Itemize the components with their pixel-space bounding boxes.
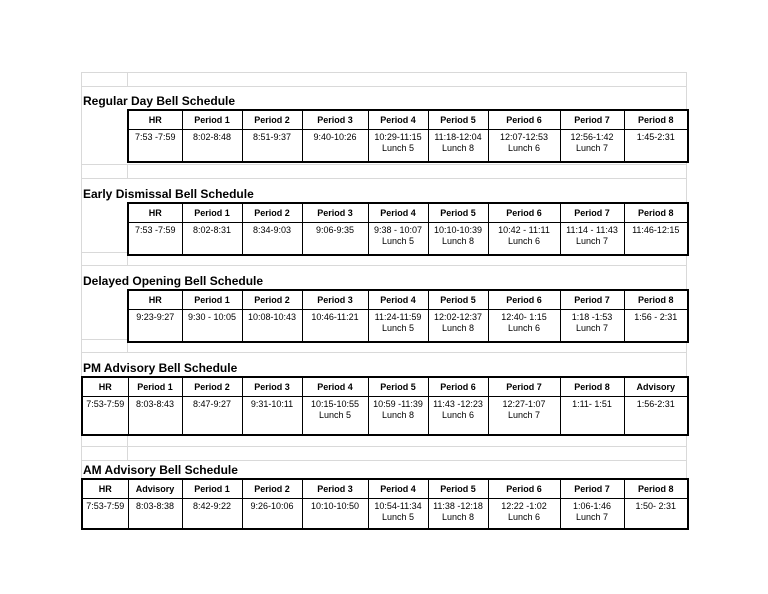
lunch-label: Lunch 5: [381, 512, 415, 522]
time-cell: [368, 397, 428, 435]
header-cell: HR: [128, 290, 182, 310]
time-text: 9:31-10:11: [250, 399, 294, 409]
time-cell: [128, 310, 182, 342]
header-cell: Period 3: [302, 290, 368, 310]
time-cell: [560, 499, 624, 529]
table-header-row: [128, 110, 688, 130]
time-cell: [82, 397, 128, 435]
lunch-label: Lunch 6: [441, 410, 475, 420]
time-text: 8:03-8:38: [135, 501, 175, 511]
header-cell: Advisory: [128, 479, 182, 499]
header-cell: Period 3: [302, 479, 368, 499]
time-text: 11:38 -12:18: [433, 501, 483, 511]
header-cell: Period 5: [368, 377, 428, 397]
header-cell: Period 2: [242, 203, 302, 223]
time-text: 1:06-1:46: [572, 501, 612, 511]
header-cell: Period 1: [182, 290, 242, 310]
table-header-row: [82, 479, 688, 499]
time-text: 9:06-9:35: [315, 225, 355, 235]
header-cell: Period 7: [488, 377, 560, 397]
time-text: 10:46-11:21: [311, 312, 359, 322]
table-row: [128, 223, 688, 255]
gridline: [81, 265, 687, 266]
header-cell: Period 2: [242, 110, 302, 130]
header-cell: Period 3: [302, 110, 368, 130]
header-cell: Period 5: [428, 203, 488, 223]
time-text: 9:40-10:26: [313, 132, 357, 142]
time-cell: [488, 223, 560, 255]
table-header-row: [128, 290, 688, 310]
time-text: 9:23-9:27: [136, 312, 175, 322]
gridline: [81, 72, 82, 522]
header-cell: Period 7: [560, 110, 624, 130]
header-cell: Period 7: [560, 203, 624, 223]
header-cell: Period 5: [428, 290, 488, 310]
header-cell: Period 2: [182, 377, 242, 397]
time-cell: [242, 397, 302, 435]
schedule-title: AM Advisory Bell Schedule: [83, 463, 238, 477]
time-cell: [368, 310, 428, 342]
time-cell: [368, 499, 428, 529]
gridline: [127, 164, 128, 178]
time-text: 10:10-10:39: [433, 225, 483, 235]
gridline: [81, 164, 687, 165]
time-text: 11:18-12:04: [434, 132, 482, 142]
time-cell: [128, 499, 182, 529]
header-cell: Period 7: [560, 479, 624, 499]
header-cell: Period 6: [488, 479, 560, 499]
time-cell: [624, 397, 688, 435]
schedule-title: Regular Day Bell Schedule: [83, 94, 236, 108]
schedule-title: Early Dismissal Bell Schedule: [83, 187, 254, 201]
time-text: 10:42 - 11:11: [498, 225, 550, 235]
gridline: [81, 446, 687, 447]
header-cell: Period 8: [624, 110, 688, 130]
time-text: 9:38 - 10:07: [373, 225, 423, 235]
time-text: 11:46-12:15: [632, 225, 680, 235]
header-cell: Period 1: [182, 479, 242, 499]
lunch-label: Lunch 7: [575, 143, 609, 153]
gridline: [81, 72, 687, 73]
time-text: 1:11- 1:51: [572, 399, 612, 409]
time-cell: [128, 223, 182, 255]
bell-schedule-table: [127, 289, 689, 343]
table-row: [128, 310, 688, 342]
header-cell: Period 4: [302, 377, 368, 397]
header-cell: Period 2: [242, 290, 302, 310]
lunch-label: Lunch 7: [575, 512, 609, 522]
time-text: 11:24-11:59: [374, 312, 422, 322]
time-cell: [624, 130, 688, 162]
time-cell: [428, 223, 488, 255]
time-cell: [560, 130, 624, 162]
time-cell: [624, 310, 688, 342]
time-cell: [624, 223, 688, 255]
bell-schedule-table: [127, 202, 689, 256]
schedule-title: Delayed Opening Bell Schedule: [83, 274, 264, 288]
time-text: 8:02-8:31: [192, 225, 232, 235]
bell-schedule-table: [127, 109, 689, 163]
time-text: 12:27-1:07: [502, 399, 546, 409]
time-cell: [82, 499, 128, 529]
header-cell: Period 6: [488, 203, 560, 223]
header-cell: Period 4: [368, 110, 428, 130]
time-text: 11:14 - 11:43: [566, 225, 618, 235]
time-cell: [182, 310, 242, 342]
time-cell: [560, 310, 624, 342]
header-cell: Period 6: [488, 110, 560, 130]
time-cell: [182, 499, 242, 529]
time-cell: [128, 130, 182, 162]
header-cell: HR: [128, 203, 182, 223]
time-cell: [302, 223, 368, 255]
time-text: 7:53 -7:59: [134, 225, 176, 235]
header-cell: Period 8: [624, 203, 688, 223]
time-cell: [182, 397, 242, 435]
time-cell: [182, 223, 242, 255]
time-cell: [428, 397, 488, 435]
time-cell: [128, 397, 182, 435]
time-text: 1:50- 2:31: [635, 501, 677, 511]
header-cell: Period 8: [624, 290, 688, 310]
time-text: 12:56-1:42: [570, 132, 614, 142]
time-cell: [302, 310, 368, 342]
header-cell: Period 1: [182, 203, 242, 223]
time-text: 1:56-2:31: [636, 399, 675, 409]
time-text: 12:07-12:53: [499, 132, 549, 142]
table-header-row: [82, 377, 688, 397]
header-cell: Period 6: [488, 290, 560, 310]
gridline: [127, 72, 128, 86]
gridline: [81, 352, 687, 353]
time-text: 7:53-7:59: [86, 399, 125, 409]
bell-schedule-table: [81, 478, 689, 530]
header-cell: Period 2: [242, 479, 302, 499]
time-text: 8:42-9:22: [192, 501, 232, 511]
time-text: 10:15-10:55: [310, 399, 360, 409]
lunch-label: Lunch 6: [507, 512, 541, 522]
lunch-label: Lunch 7: [575, 236, 609, 246]
table-header-row: [128, 203, 688, 223]
lunch-label: Lunch 8: [381, 410, 415, 420]
time-text: 10:59 -11:39: [373, 399, 423, 409]
header-cell: Period 1: [128, 377, 182, 397]
time-cell: [302, 499, 368, 529]
lunch-label: Lunch 5: [318, 410, 352, 420]
time-text: 12:22 -1:02: [501, 501, 547, 511]
spreadsheet-page: [81, 72, 687, 522]
header-cell: Period 1: [182, 110, 242, 130]
lunch-label: Lunch 6: [507, 236, 541, 246]
lunch-label: Lunch 8: [441, 236, 475, 246]
header-cell: Period 3: [242, 377, 302, 397]
gridline: [81, 86, 687, 87]
time-cell: [242, 223, 302, 255]
header-cell: Period 4: [368, 479, 428, 499]
header-cell: Period 8: [560, 377, 624, 397]
lunch-label: Lunch 5: [381, 143, 415, 153]
time-cell: [428, 310, 488, 342]
time-cell: [302, 130, 368, 162]
time-text: 8:51-9:37: [252, 132, 292, 142]
time-text: 10:29-11:15: [374, 132, 422, 142]
lunch-label: Lunch 7: [575, 323, 609, 333]
time-text: 10:10-10:50: [310, 501, 360, 511]
time-cell: [368, 130, 428, 162]
header-cell: HR: [128, 110, 182, 130]
lunch-label: Lunch 5: [381, 323, 415, 333]
time-text: 12:40- 1:15: [501, 312, 547, 322]
header-cell: Period 6: [428, 377, 488, 397]
time-text: 1:56 - 2:31: [634, 312, 678, 322]
time-text: 11:43 -12:23: [433, 399, 483, 409]
gridline: [81, 178, 687, 179]
time-text: 10:54-11:34: [374, 501, 422, 511]
time-cell: [560, 223, 624, 255]
time-text: 8:02-8:48: [192, 132, 232, 142]
time-text: 1:45-2:31: [636, 132, 675, 142]
header-cell: Period 4: [368, 203, 428, 223]
time-cell: [488, 130, 560, 162]
time-cell: [368, 223, 428, 255]
time-text: 9:30 - 10:05: [187, 312, 237, 322]
time-text: 8:47-9:27: [192, 399, 232, 409]
time-cell: [242, 130, 302, 162]
time-cell: [242, 499, 302, 529]
lunch-label: Lunch 8: [441, 512, 475, 522]
time-cell: [560, 397, 624, 435]
time-text: 1:18 -1:53: [571, 312, 613, 322]
time-text: 7:53-7:59: [86, 501, 125, 511]
header-cell: Period 3: [302, 203, 368, 223]
time-text: 10:08-10:43: [247, 312, 297, 322]
lunch-label: Lunch 6: [507, 323, 541, 333]
table-row: [82, 499, 688, 529]
header-cell: Period 4: [368, 290, 428, 310]
time-text: 9:26-10:06: [250, 501, 294, 511]
time-cell: [624, 499, 688, 529]
header-cell: HR: [82, 479, 128, 499]
table-row: [82, 397, 688, 435]
schedule-title: PM Advisory Bell Schedule: [83, 361, 238, 375]
lunch-label: Lunch 6: [507, 143, 541, 153]
header-cell: Period 8: [624, 479, 688, 499]
time-cell: [488, 397, 560, 435]
time-text: 8:03-8:43: [135, 399, 175, 409]
lunch-label: Lunch 5: [381, 236, 415, 246]
lunch-label: Lunch 8: [441, 323, 475, 333]
gridline: [81, 460, 687, 461]
header-cell: Period 7: [560, 290, 624, 310]
time-cell: [182, 130, 242, 162]
time-text: 12:02-12:37: [433, 312, 483, 322]
header-cell: HR: [82, 377, 128, 397]
time-text: 7:53 -7:59: [134, 132, 176, 142]
time-cell: [302, 397, 368, 435]
header-cell: Advisory: [624, 377, 688, 397]
lunch-label: Lunch 8: [441, 143, 475, 153]
time-text: 8:34-9:03: [252, 225, 292, 235]
time-cell: [488, 310, 560, 342]
time-cell: [428, 130, 488, 162]
bell-schedule-table: [81, 376, 689, 436]
lunch-label: Lunch 7: [507, 410, 541, 420]
time-cell: [242, 310, 302, 342]
header-cell: Period 5: [428, 479, 488, 499]
time-cell: [488, 499, 560, 529]
table-row: [128, 130, 688, 162]
gridline: [127, 432, 128, 460]
time-cell: [428, 499, 488, 529]
header-cell: Period 5: [428, 110, 488, 130]
